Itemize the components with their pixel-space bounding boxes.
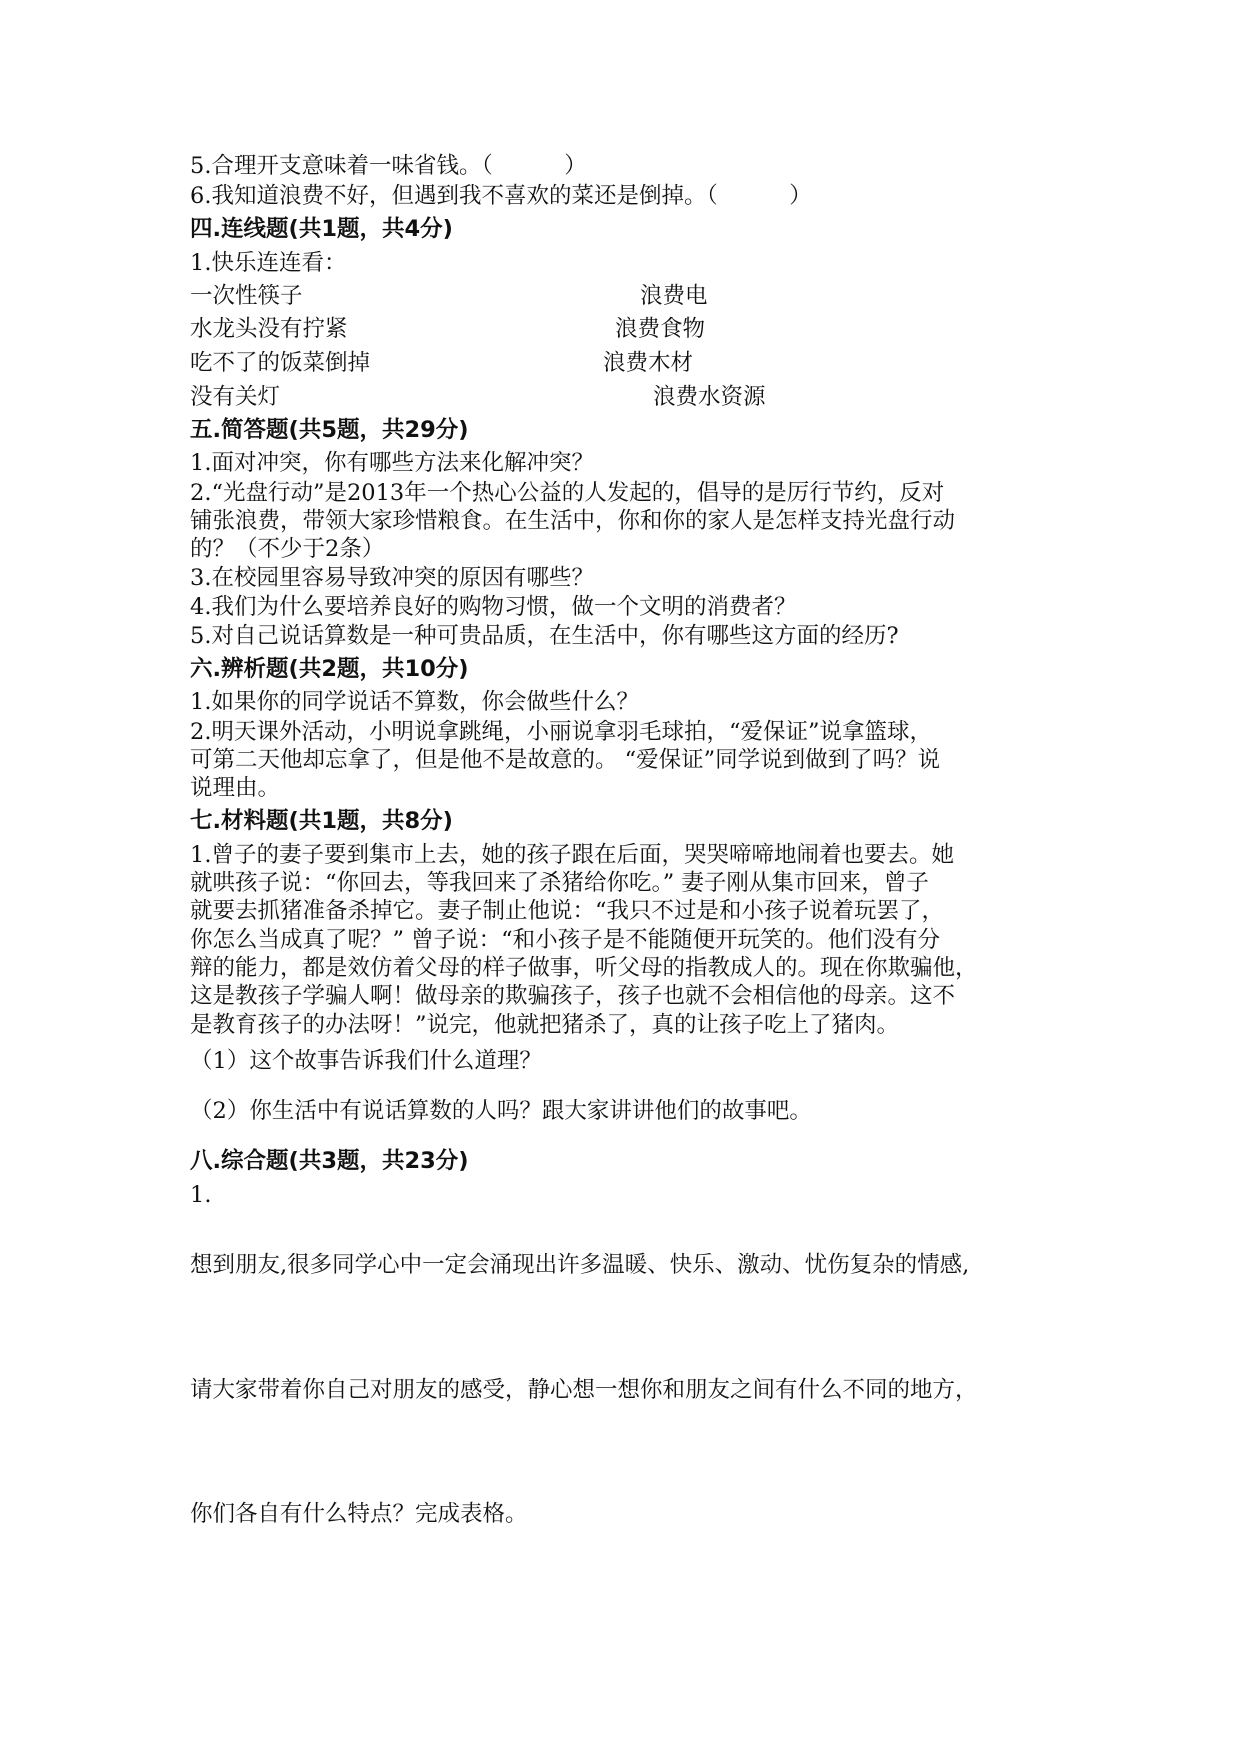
matching-question: 1.快乐连连看： [190, 250, 347, 276]
material-line: 就要去抓猪准备杀掉它。妻子制止他说：“我只不过是和小孩子说着玩罢了， [190, 898, 945, 924]
comprehensive-question-number: 1. [190, 1182, 212, 1208]
analysis-line: 2.明天课外活动，小明说拿跳绳，小丽说拿羽毛球拍，“爱保证”说拿篮球， [190, 719, 932, 745]
short-answer-line: 铺张浪费，带领大家珍惜粮食。在生活中，你和你的家人是怎样支持光盘行动 [190, 508, 956, 534]
short-answer-line: 3.在校园里容易导致冲突的原因有哪些？ [190, 565, 594, 591]
short-answer-line: 5.对自己说话算数是一种可贵品质，在生活中，你有哪些这方面的经历? [190, 623, 899, 649]
matching-left-item: 一次性筷子 [190, 283, 303, 309]
section-5-heading: 五.简答题(共5题，共29分) [190, 417, 469, 443]
comprehensive-paragraph: 你们各自有什么特点？完成表格。 [190, 1501, 528, 1527]
matching-right-item: 浪费电 [640, 283, 708, 309]
short-answer-line: 1.面对冲突，你有哪些方法来化解冲突？ [190, 450, 594, 476]
material-line: 你怎么当成真了呢？” 曾子说：“和小孩子是不能随便开玩笑的。他们没有分 [190, 927, 941, 953]
material-line: 这是教孩子学骗人啊！做母亲的欺骗孩子，孩子也就不会相信他的母亲。这不 [190, 983, 956, 1009]
section-4-heading: 四.连线题(共1题，共4分) [190, 216, 453, 242]
sub-question-2: （2）你生活中有说话算数的人吗？跟大家讲讲他们的故事吧。 [190, 1098, 812, 1124]
section-6-heading: 六.辨析题(共2题，共10分) [190, 656, 469, 682]
short-answer-line: 4.我们为什么要培养良好的购物习惯，做一个文明的消费者？ [190, 594, 797, 620]
analysis-line: 说理由。 [190, 775, 281, 801]
question-6: 6.我知道浪费不好，但遇到我不喜欢的菜还是倒掉。（ ） [190, 183, 812, 209]
sub-question-1: （1）这个故事告诉我们什么道理？ [190, 1048, 542, 1074]
matching-right-item: 浪费水资源 [653, 384, 766, 410]
material-line: 辩的能力，都是效仿着父母的样子做事，听父母的指教成人的。现在你欺骗他， [190, 955, 978, 981]
material-line: 是教育孩子的办法呀！”说完，他就把猪杀了，真的让孩子吃上了猪肉。 [190, 1012, 900, 1038]
matching-left-item: 吃不了的饭菜倒掉 [190, 350, 371, 376]
matching-right-item: 浪费食物 [615, 316, 706, 342]
comprehensive-paragraph: 请大家带着你自己对朋友的感受，静心想一想你和朋友之间有什么不同的地方， [190, 1377, 978, 1403]
matching-left-item: 没有关灯 [190, 384, 281, 410]
material-line: 就哄孩子说：“你回去，等我回来了杀猪给你吃。” 妻子刚从集市回来，曾子 [190, 870, 929, 896]
matching-left-item: 水龙头没有拧紧 [190, 316, 348, 342]
material-line: 1.曾子的妻子要到集市上去，她的孩子跟在后面，哭哭啼啼地闹着也要去。她 [190, 842, 954, 868]
analysis-line: 可第二天他却忘拿了，但是他不是故意的。 “爱保证”同学说到做到了吗？说 [190, 747, 941, 773]
section-8-heading: 八.综合题(共3题，共23分) [190, 1148, 469, 1174]
matching-right-item: 浪费木材 [603, 350, 694, 376]
comprehensive-paragraph: 想到朋友,很多同学心中一定会涌现出许多温暖、快乐、激动、忧伤复杂的情感, [190, 1252, 970, 1278]
short-answer-line: 的？（不少于2条） [190, 536, 385, 562]
question-5: 5.合理开支意味着一味省钱。（ ） [190, 153, 587, 179]
short-answer-line: 2.“光盘行动”是2013年一个热心公益的人发起的，倡导的是厉行节约，反对 [190, 480, 945, 506]
section-7-heading: 七.材料题(共1题，共8分) [190, 808, 453, 834]
analysis-line: 1.如果你的同学说话不算数，你会做些什么？ [190, 689, 639, 715]
